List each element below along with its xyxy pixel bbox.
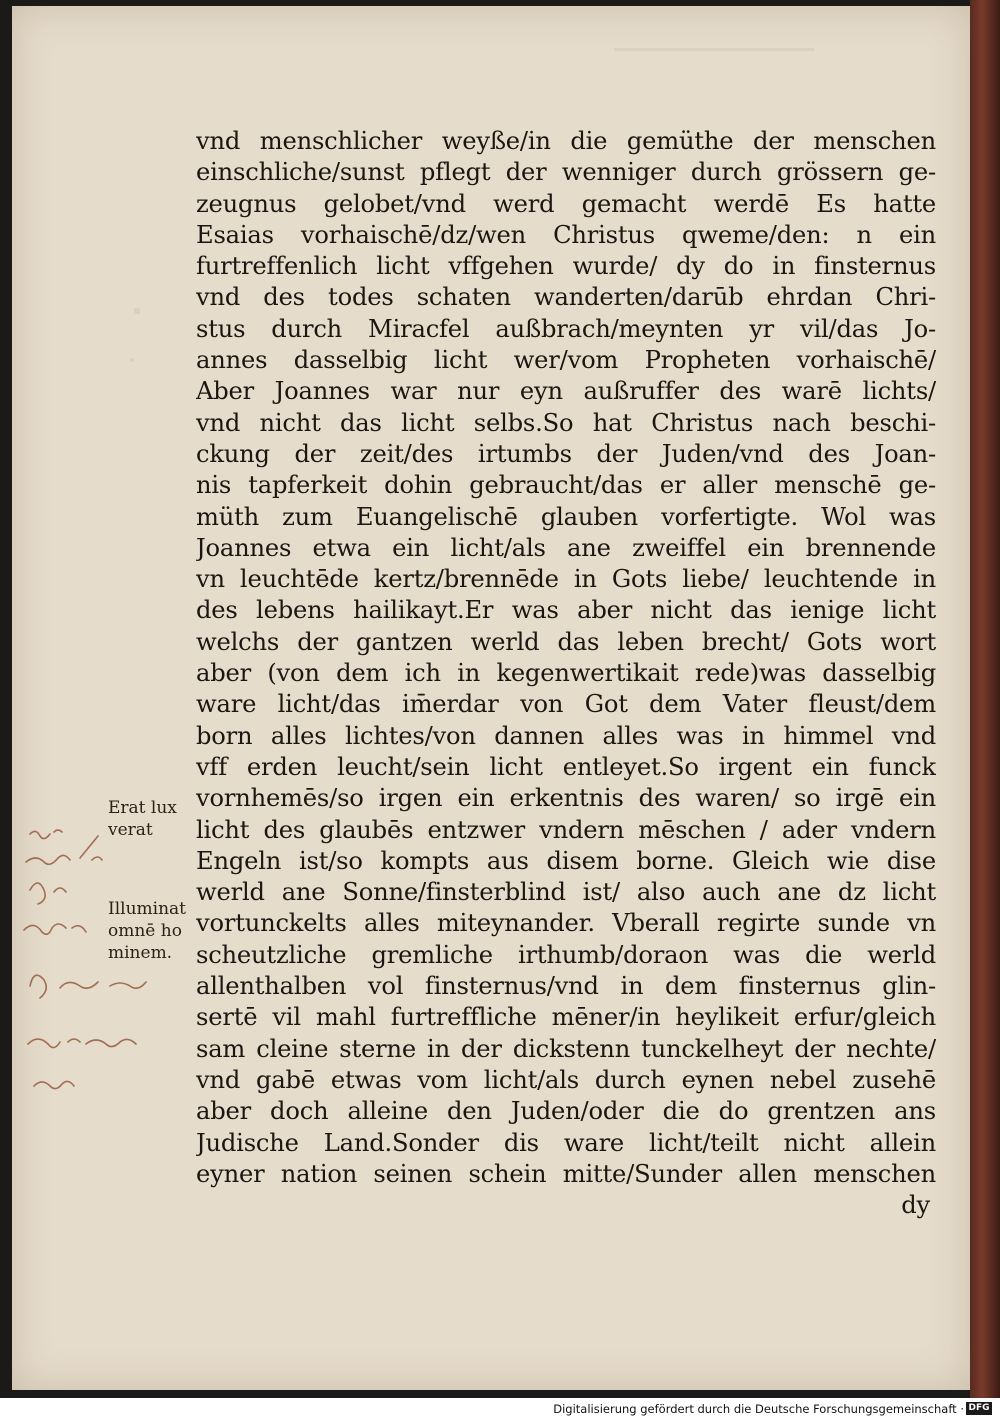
text-line: licht des glaubēs entzwer vndern mēschen / ader vndern (196, 815, 936, 844)
text-line: ware licht/das im̄erdar von Got dem Vater fleust/dem (196, 690, 936, 719)
text-line: vnd menschlicher weyße/in die gemüthe der menschen (196, 127, 936, 155)
text-line: stus durch Miracfel außbrach/meynten yr vil/das Jo- (196, 314, 936, 343)
text-line: born alles lichtes/von dannen alles was in himmel vnd (196, 721, 936, 750)
body-text (196, 126, 936, 1221)
book-edge (970, 0, 1000, 1398)
footer-credit: Digitalisierung gefördert durch die Deutsche Forschungsgemeinschaft · (553, 1402, 964, 1416)
text-line: zeugnus gelobet/vnd werd gemacht werdē Es hatte (196, 189, 936, 218)
text-line: sertē vil mahl furtreffliche mēner/in heylikeit erfur/gleich (196, 1003, 936, 1032)
text-line: vff erden leucht/sein licht entleyet.So irgent ein funck (196, 752, 936, 781)
catchword: dy (901, 1191, 930, 1220)
text-line: furtreffenlich licht vffgehen wurde/ dy do in finsternus (196, 252, 936, 281)
text-line: welchs der gantzen werld das leben brecht/ Gots wort (196, 627, 936, 656)
text-line: vn leuchtēde kertz/brennēde in Gots liebe/ leuchtende in (196, 565, 936, 594)
text-line: Joannes etwa ein licht/als ane zweiffel ein brennende (196, 533, 936, 562)
marginal-note-illuminat: Illuminat omnē ho minem. (108, 899, 187, 963)
text-line: Esaias vorhaischē/dz/wen Christus qweme/den: n ein (196, 220, 936, 249)
text-line: müth zum Euangelischē glauben vorfertigte. Wol was (196, 502, 936, 531)
text-line: aber doch alleine den Juden/oder die do grentzen ans (196, 1097, 936, 1126)
text-line: einschliche/sunst pflegt der wenniger durch grössern ge- (196, 158, 936, 187)
text-line: vnd des todes schaten wanderten/darūb ehrdan Chri- (196, 283, 936, 312)
text-line: Aber Joannes war nur eyn außruffer des warē lichts/ (196, 377, 936, 406)
marginal-note-erat-lux: Erat lux verat (108, 798, 177, 840)
text-line: vortunckelts alles miteynander. Vberall regirte sunde vn (196, 909, 936, 938)
text-line: Engeln ist/so kompts aus disem borne. Gleich wie dise (196, 846, 936, 875)
text-line: vnd gabē etwas vom licht/als durch eynen nebel zusehē (196, 1065, 936, 1094)
text-line: Judische Land.Sonder dis ware licht/teilt nicht allein (196, 1128, 936, 1157)
text-line: scheutzliche gremliche irthumb/doraon was die werld (196, 940, 936, 969)
dfg-logo: DFG (966, 1402, 992, 1415)
text-line: allenthalben vol finsternus/vnd in dem finsternus glin- (196, 972, 936, 1001)
text-line: ckung der zeit/des irtumbs der Juden/vnd des Joan- (196, 439, 936, 468)
text-line: annes dasselbig licht wer/vom Propheten vorhaischē/ (196, 346, 936, 375)
text-line: aber (von dem ich in kegenwertikait rede)was dasselbig (196, 659, 936, 688)
text-line: nis tapferkeit dohin gebraucht/das er aller menschē ge- (196, 471, 936, 500)
text-line: vnd nicht das licht selbs.So hat Christus nach beschi- (196, 408, 936, 437)
text-line: werld ane Sonne/finsterblind ist/ also auch ane dz licht (196, 878, 936, 907)
handwritten-annotations (20, 820, 200, 1140)
text-line: des lebens hailikayt.Er was aber nicht das ienige licht (196, 596, 936, 625)
text-line: sam cleine sterne in der dickstenn tunckelheyt der nechte/ (196, 1034, 936, 1063)
text-line: vornhemēs/so irgen ein erkentnis des waren/ so irgē ein (196, 784, 936, 813)
text-line: eyner nation seinen schein mitte/Sunder allen menschen (196, 1159, 936, 1188)
